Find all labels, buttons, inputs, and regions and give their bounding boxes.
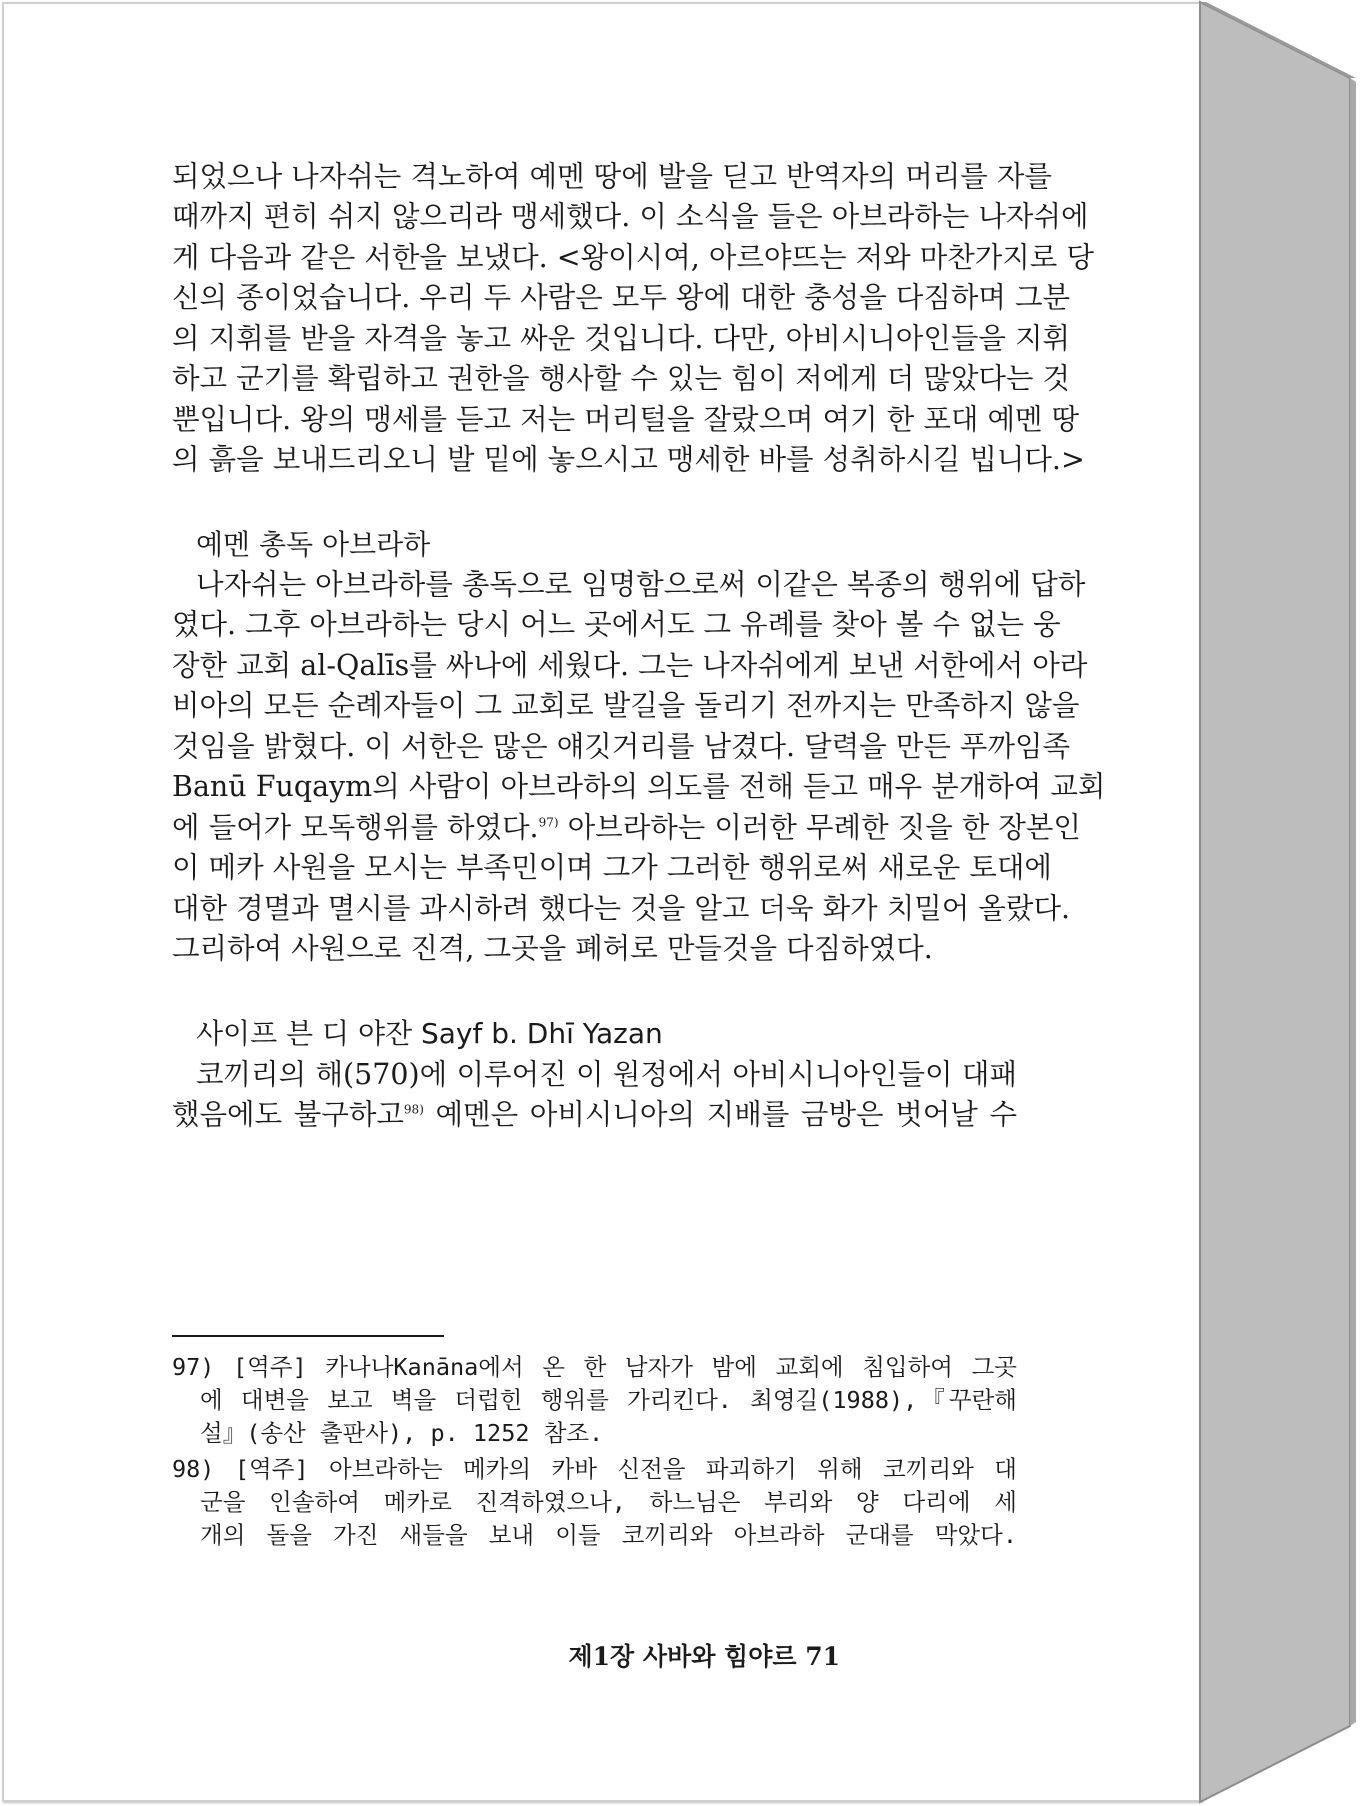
text-line: 였다. 그후 아브라하는 당시 어느 곳에서도 그 유례를 찾아 볼 수 없는 웅 — [172, 608, 1061, 641]
footnote-line: 군을 인솔하여 메카로 진격하였으나, 하느님은 부리와 양 다리에 세 — [200, 1488, 1017, 1516]
text-line: 이 메카 사원을 모시는 부족민이며 그가 그러한 행위로써 새로운 토대에 — [172, 851, 1052, 884]
text-segment: 했음에도 불구하고 — [172, 1098, 404, 1131]
text-line: 게 다음과 같은 서한을 보냈다. <왕이시여, 아르야뜨는 저와 마찬가지로 당 — [172, 241, 1094, 274]
text-line: 코끼리의 해(570)에 이루어진 이 원정에서 아비시니아인들이 대패 — [196, 1058, 1017, 1091]
footnote-line: 에 대변을 보고 벽을 더럽힌 행위를 가리킨다. 최영길(1988),『꾸란해 — [200, 1386, 1017, 1414]
text-line: 그리하여 사원으로 진격, 그곳을 폐허로 만들것을 다짐하였다. — [172, 932, 933, 965]
footnote-line: 설』(송산 출판사), p. 1252 참조. — [200, 1419, 604, 1447]
section-heading: 사이프 븐 디 야잔 Sayf b. Dhī Yazan — [196, 1017, 663, 1050]
running-footer: 제1장 사바와 힘야르 71 — [568, 1642, 840, 1671]
footnote-separator — [172, 1335, 444, 1337]
text-segment: 에 들어가 모독행위를 하였다. — [172, 811, 539, 844]
text-line: Banū Fuqaym의 사람이 아브라하의 의도를 전해 듣고 매우 분개하여 교회 — [172, 770, 1106, 803]
text-line: 대한 경멸과 멸시를 과시하려 했다는 것을 알고 더욱 화가 치밀어 올랐다. — [172, 892, 1071, 925]
text-line: 신의 종이었습니다. 우리 두 사람은 모두 왕에 대한 충성을 다짐하며 그분 — [172, 281, 1071, 314]
text-line: 하고 군기를 확립하고 권한을 행사할 수 있는 힘이 저에게 더 많았다는 것 — [172, 362, 1071, 395]
text-line: 비아의 모든 순례자들이 그 교회로 발길을 돌리기 전까지는 만족하지 않을 — [172, 689, 1080, 722]
text-line — [172, 1098, 1017, 1132]
text-line: 나자쉬는 아브라하를 총독으로 임명함으로써 이같은 복종의 행위에 답하 — [196, 568, 1086, 601]
book-page — [2, 2, 1202, 1802]
footnote-marker: 98) — [403, 1102, 424, 1117]
footnote-line: 개의 돌을 가진 새들을 보내 이들 코끼리와 아브라하 군대를 막았다. — [200, 1521, 1017, 1549]
text-line: 장한 교회 al-Qalīs를 싸나에 세웠다. 그는 나자쉬에게 보낸 서한에서 아라 — [172, 649, 1088, 682]
text-line — [172, 811, 1081, 845]
text-line: 의 지휘를 받을 자격을 놓고 싸운 것입니다. 다만, 아비시니아인들을 지휘 — [172, 322, 1071, 355]
text-line: 뿐입니다. 왕의 맹세를 듣고 저는 머리털을 잘랐으며 여기 한 포대 예멘 땅 — [172, 403, 1080, 436]
section-heading: 예멘 총독 아브라하 — [196, 528, 431, 561]
footnote-marker: 97) — [538, 815, 559, 830]
text-segment: 아브라하는 이러한 무례한 짓을 한 장본인 — [558, 811, 1081, 844]
text-segment: 예멘은 아비시니아의 지배를 금방은 벗어날 수 — [423, 1098, 1017, 1131]
footnote-line: 97) [역주] 카나나Kanāna에서 온 한 남자가 밤에 교회에 침입하여 그곳 — [172, 1353, 1017, 1381]
footnote-line: 98) [역주] 아브라하는 메카의 카바 신전을 파괴하기 위해 코끼리와 대 — [172, 1455, 1017, 1483]
text-line: 때까지 편히 쉬지 않으리라 맹세했다. 이 소식을 들은 아브라하는 나자쉬에 — [172, 200, 1089, 233]
text-line: 되었으나 나자쉬는 격노하여 예멘 땅에 발을 딛고 반역자의 머리를 자를 — [172, 160, 1052, 193]
text-line: 것임을 밝혔다. 이 서한은 많은 얘깃거리를 남겼다. 달력을 만든 푸까임족 — [172, 730, 1071, 763]
text-line: 의 흙을 보내드리오니 발 밑에 놓으시고 맹세한 바를 성취하시길 빕니다.> — [172, 443, 1085, 476]
